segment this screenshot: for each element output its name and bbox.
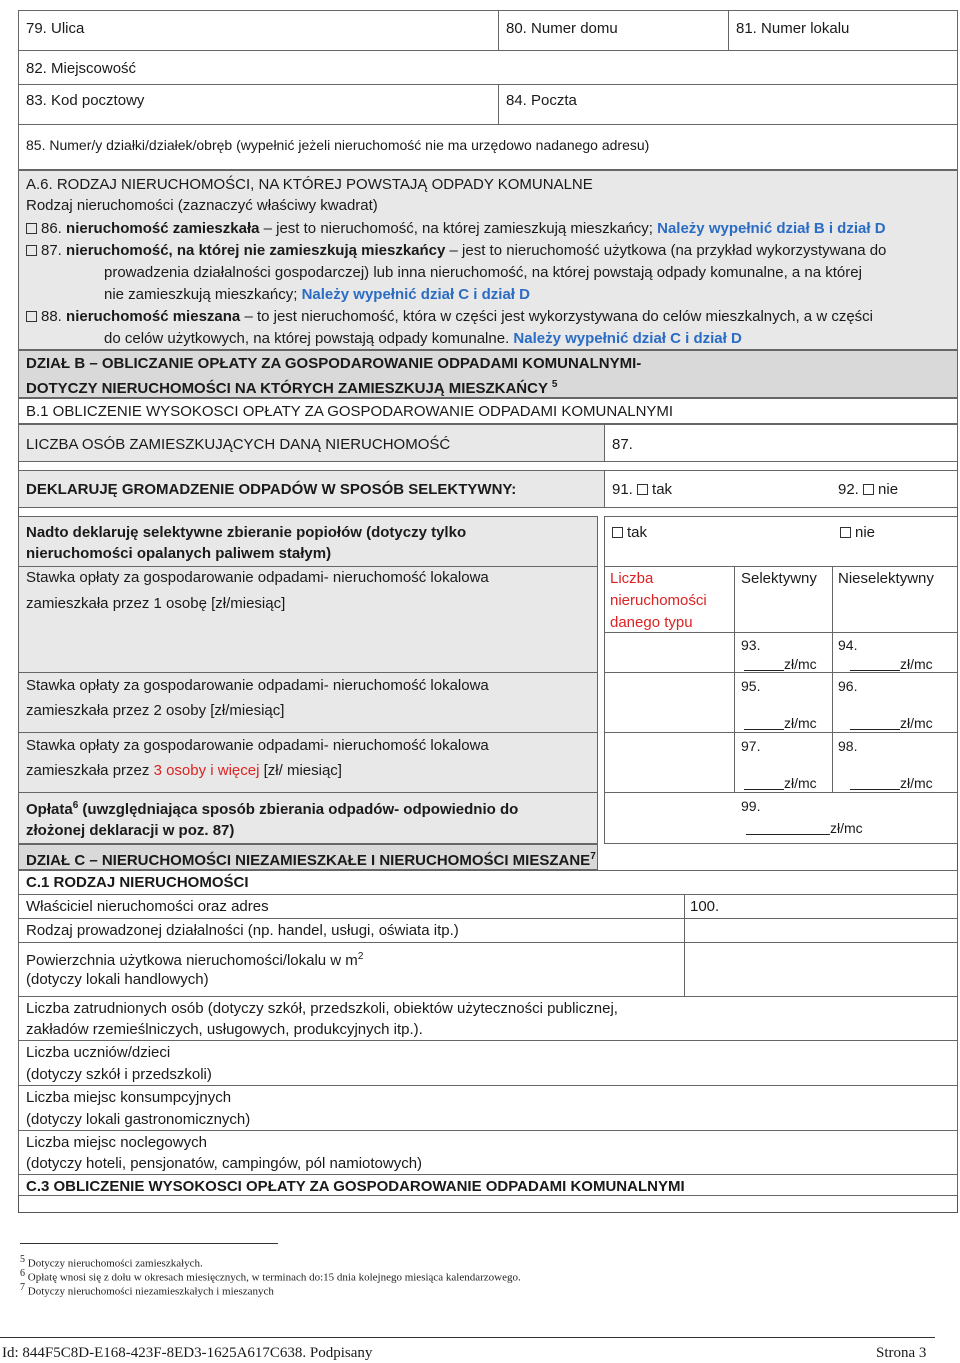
field-97-unit: zł/mc bbox=[744, 774, 817, 792]
document-id: Id: 844F5C8D-E168-423F-8ED3-1625A617C638. Podpisany bbox=[2, 1345, 373, 1361]
checkbox-86[interactable] bbox=[26, 223, 37, 234]
field-96-unit: zł/mc bbox=[850, 714, 933, 732]
field-94-unit: zł/mc bbox=[850, 655, 933, 673]
footnote-6: $^6$ Opłatę wnosi się z dołu w okresach miesięcznych, w terminach do:15 dnia kolejnego miesiąca kalendarzowego. bbox=[20, 1268, 521, 1284]
seats-label-1: Liczba miejsc konsumpcyjnych bbox=[26, 1089, 232, 1106]
field-94[interactable]: 94. bbox=[838, 637, 858, 653]
persons-count-field[interactable]: 87. bbox=[612, 436, 633, 453]
field-97[interactable]: 97. bbox=[741, 738, 761, 754]
page-number: Strona 3 bbox=[876, 1345, 927, 1361]
rate-3-label-1: Stawka opłaty za gospodarowanie odpadami- nieruchomość lokalowa bbox=[26, 737, 489, 754]
owner-label: Właściciel nieruchomości oraz adres bbox=[26, 898, 269, 915]
ash-yes-option[interactable]: tak bbox=[612, 524, 647, 542]
count-label-3: danego typu bbox=[610, 614, 693, 631]
persons-label: LICZBA OSÓB ZAMIESZKUJĄCYCH DANĄ NIERUCHOMOŚĆ bbox=[26, 436, 451, 453]
selective-label: DEKLARUJĘ GROMADZENIE ODPADÓW W SPOSÓB SELEKTYWNY: bbox=[26, 481, 517, 498]
field-100[interactable]: 100. bbox=[690, 898, 720, 915]
footnote-7: $^7$ Dotyczy nieruchomości niezamieszkałych i mieszanych bbox=[20, 1282, 274, 1298]
count-label-1: Liczba bbox=[610, 570, 654, 587]
field-99[interactable]: 99. bbox=[741, 798, 761, 814]
column-nonselective: Nieselektywny bbox=[838, 570, 934, 587]
rate-1-label-1: Stawka opłaty za gospodarowanie odpadami- nieruchomość lokalowa bbox=[26, 569, 489, 586]
fee-label-1: Opłata$^6$ (uwzględniająca sposób zbierania odpadów- odpowiednio do bbox=[26, 800, 519, 818]
c3-title: C.3 OBLICZENIE WYSOKOSCI OPŁATY ZA GOSPODAROWANIE ODPADAMI KOMUNALNYMI bbox=[26, 1178, 685, 1195]
plot-number-field[interactable]: 85. Numer/y działki/działek/obręb (wypełnić jeżeli nieruchomość nie ma urzędowo nadanego adresu) bbox=[26, 137, 650, 153]
area-label-2: (dotyczy lokali handlowych) bbox=[26, 971, 209, 988]
rate-3-label-2: zamieszkała przez 3 osoby i więcej [zł/ miesiąc] bbox=[26, 762, 342, 779]
ash-label-1: Nadto deklaruję selektywne zbieranie popiołów (dotyczy tylko bbox=[26, 524, 467, 541]
field-93-unit: zł/mc bbox=[744, 655, 817, 673]
checkbox-87[interactable] bbox=[26, 245, 37, 256]
field-95-unit: zł/mc bbox=[744, 714, 817, 732]
footnote-5: $^5$ Dotyczy nieruchomości zamieszkałych. bbox=[20, 1254, 203, 1270]
option-86[interactable]: 86. nieruchomość zamieszkała – jest to nieruchomość, na której zamieszkują mieszkańcy; Należy wypełnić dział B i dział D bbox=[26, 220, 886, 238]
checkbox-91[interactable] bbox=[637, 484, 648, 495]
field-99-unit: zł/mc bbox=[746, 819, 863, 837]
employees-label-2: zakładów rzemieślniczych, usługowych, produkcyjnych itp.). bbox=[26, 1021, 423, 1038]
house-number-field[interactable]: 80. Numer domu bbox=[506, 20, 618, 37]
c1-title: C.1 RODZAJ NIERUCHOMOŚCI bbox=[26, 874, 249, 891]
field-96[interactable]: 96. bbox=[838, 678, 858, 694]
section-a6-subtitle: Rodzaj nieruchomości (zaznaczyć właściwy kwadrat) bbox=[26, 197, 378, 214]
column-selective: Selektywny bbox=[741, 570, 817, 587]
checkbox-92[interactable] bbox=[863, 484, 874, 495]
section-c-title: DZIAŁ C – NIERUCHOMOŚCI NIEZAMIESZKAŁE I NIERUCHOMOŚCI MIESZANE$^7$ bbox=[26, 851, 596, 869]
employees-label-1: Liczba zatrudnionych osób (dotyczy szkół, przedszkoli, obiektów użyteczności publicznej, bbox=[26, 1000, 618, 1017]
field-93[interactable]: 93. bbox=[741, 637, 761, 653]
section-b-title-1: DZIAŁ B – OBLICZANIE OPŁATY ZA GOSPODAROWANIE ODPADAMI KOMUNALNYMI- bbox=[26, 355, 642, 372]
section-b-title-2: DOTYCZY NIERUCHOMOŚCI NA KTÓRYCH ZAMIESZKUJĄ MIESZKAŃCY $^5$ bbox=[26, 379, 558, 397]
ash-yes-checkbox[interactable] bbox=[612, 527, 623, 538]
ash-no-option[interactable]: nie bbox=[840, 524, 875, 542]
rate-2-label-1: Stawka opłaty za gospodarowanie odpadami- nieruchomość lokalowa bbox=[26, 677, 489, 694]
business-type-label: Rodzaj prowadzonej działalności (np. handel, usługi, oświata itp.) bbox=[26, 922, 459, 939]
field-95[interactable]: 95. bbox=[741, 678, 761, 694]
ash-label-2: nieruchomości opalanych paliwem stałym) bbox=[26, 545, 332, 562]
city-field[interactable]: 82. Miejscowość bbox=[26, 60, 137, 77]
rate-1-label-2: zamieszkała przez 1 osobę [zł/miesiąc] bbox=[26, 595, 286, 612]
beds-label-2: (dotyczy hoteli, pensjonatów, campingów, pól namiotowych) bbox=[26, 1155, 423, 1172]
b1-title: B.1 OBLICZENIE WYSOKOSCI OPŁATY ZA GOSPODAROWANIE ODPADAMI KOMUNALNYMI bbox=[26, 403, 674, 420]
option-87-text-3: nie zamieszkują mieszkańcy; Należy wypełnić dział C i dział D bbox=[104, 286, 530, 303]
field-98[interactable]: 98. bbox=[838, 738, 858, 754]
selective-no-option[interactable]: 92. nie bbox=[838, 481, 899, 498]
option-88-text-2: do celów użytkowych, na której powstają odpady komunalne. Należy wypełnić dział C i dział D bbox=[104, 330, 742, 347]
checkbox-88[interactable] bbox=[26, 311, 37, 322]
field-98-unit: zł/mc bbox=[850, 774, 933, 792]
rate-2-label-2: zamieszkała przez 2 osoby [zł/miesiąc] bbox=[26, 702, 285, 719]
street-field[interactable]: 79. Ulica bbox=[26, 20, 85, 37]
section-a6-title: A.6. RODZAJ NIERUCHOMOŚCI, NA KTÓREJ POWSTAJĄ ODPADY KOMUNALNE bbox=[26, 176, 593, 193]
ash-no-checkbox[interactable] bbox=[840, 527, 851, 538]
area-label-1: Powierzchnia użytkowa nieruchomości/lokalu w $m^2$ bbox=[26, 951, 364, 969]
pupils-label-1: Liczba uczniów/dzieci bbox=[26, 1044, 171, 1061]
count-label-2: nieruchomości bbox=[610, 592, 707, 609]
seats-label-2: (dotyczy lokali gastronomicznych) bbox=[26, 1111, 251, 1128]
pupils-label-2: (dotyczy szkół i przedszkoli) bbox=[26, 1066, 212, 1083]
option-87[interactable]: 87. nieruchomość, na której nie zamieszkują mieszkańcy – jest to nieruchomość użytkowa (na przykład wykorzystywana do bbox=[26, 242, 886, 260]
option-88[interactable]: 88. nieruchomość mieszana – to jest nieruchomość, która w części jest wykorzystywana do celów mieszkalnych, a w części bbox=[26, 308, 873, 326]
beds-label-1: Liczba miejsc noclegowych bbox=[26, 1134, 207, 1151]
post-office-field[interactable]: 84. Poczta bbox=[506, 92, 577, 109]
option-87-text-2: prowadzenia działalności gospodarczej) lub inna nieruchomość, na której powstają odpady komunalne, a na której bbox=[104, 264, 862, 281]
flat-number-field[interactable]: 81. Numer lokalu bbox=[736, 20, 850, 37]
fee-label-2: złożonej deklaracji w poz. 87) bbox=[26, 822, 235, 839]
postal-code-field[interactable]: 83. Kod pocztowy bbox=[26, 92, 145, 109]
selective-yes-option[interactable]: 91. tak bbox=[612, 481, 673, 498]
